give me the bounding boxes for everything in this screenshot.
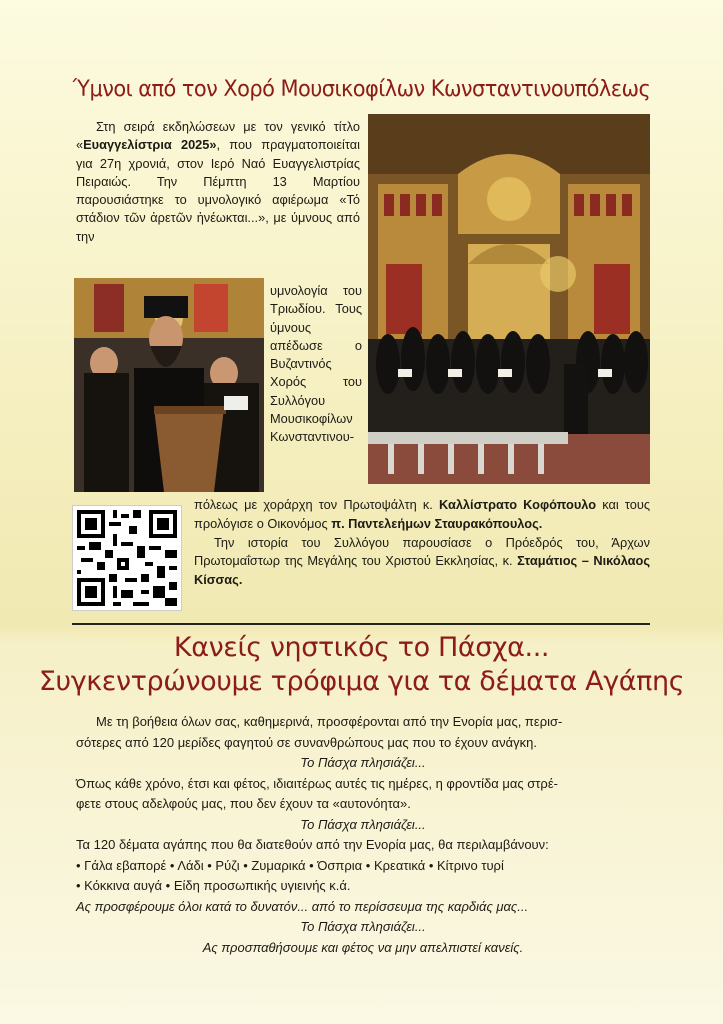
body-line: σότερες από 120 μερίδες φαγητού σε συνανθρώπους μας που το έχουν ανάγκη. — [76, 734, 537, 750]
church-interior-illustration — [368, 114, 650, 484]
article-paragraph-intro — [76, 118, 360, 246]
items-list-line: • Κόκκινα αυγά • Είδη προσωπικής υγιεινής κ.ά. — [76, 878, 351, 893]
history-paragraph — [194, 534, 650, 590]
priest-name: π. Παντελεήμων Σταυρακόπουλος. — [331, 515, 543, 531]
body-line: Τα 120 δέματα αγάπης που θα διατεθούν από την Ενορία μας, θα περιλαμβάνουν: — [76, 837, 549, 852]
article-title-easter: Κανείς νηστικός το Πάσχα... — [173, 632, 550, 663]
event-name: Ευαγγελίστρια 2025» — [83, 137, 217, 153]
refrain-line: Το Πάσχα πλησιάζει... — [300, 755, 426, 770]
refrain-line: Το Πάσχα πλησιάζει... — [300, 919, 426, 934]
article-body-food-drive — [76, 712, 650, 958]
refrain-line: Το Πάσχα πλησιάζει... — [300, 816, 426, 832]
article-credits — [194, 496, 650, 590]
section-divider — [72, 623, 650, 625]
qr-code-graphic — [73, 506, 181, 610]
article-paragraph-narrow-column: υμνολογία του Τριωδίου. Τους ύμνους απέδωσε ο Βυζαντινός Χορός του Συλλόγου Μουσικοφίλων Κωνσταντινου- — [270, 283, 362, 445]
closing-line: Ας προσπαθήσουμε και φέτος να μην απελπιστεί κανείς. — [202, 939, 524, 955]
credits-text-c: και τους προλόγισε ο Οικονόμος — [194, 497, 650, 531]
choir-director-photo — [74, 278, 264, 492]
choir-director-name: Καλλίστρατο Κοφόπουλο — [439, 497, 597, 512]
body-line: Όπως κάθε χρόνο, έτσι και φέτος, ιδιαιτέρως αυτές τις ημέρες, η φροντίδα μας στρέ- — [76, 775, 558, 791]
intro-text-a: Στη σειρά εκδηλώσεων με τον γενικό τίτλο « — [76, 119, 360, 153]
appeal-line: Ας προσφέρουμε όλοι κατά το δυνατόν... από το περίσσευμα της καρδιάς μας... — [76, 898, 529, 914]
choir-director-illustration — [74, 278, 264, 492]
items-list-line: • Γάλα εβαπορέ • Λάδι • Ρύζι • Ζυμαρικά • Όσπρια • Κρεατικά • Κίτρινο τυρί — [76, 857, 504, 873]
credits-paragraph — [194, 496, 650, 534]
body-line: φετε στους αδελφούς μας, που δεν έχουν τα «αυτονόητα». — [76, 796, 411, 811]
article-title-hymns: Ύμνοι από τον Χορό Μουσικοφίλων Κωνσταντινουπόλεως — [72, 76, 651, 102]
history-text: Την ιστορία του Συλλόγου παρουσίασε ο Πρόεδρός του, Άρχων Πρωτομαΐστωρ της Μεγάλης του Χριστού Εκκλησίας, κ. — [194, 534, 650, 569]
church-choir-photo — [368, 114, 650, 484]
president-name: Σταμάτιος – Νικόλαος Κίσσας. — [194, 553, 650, 588]
intro-text-c: , που πραγματοποιείται για 27η χρονιά, στον Ιερό Ναό Ευαγγελιστρίας Πειραιώς. Την Πέμπτη 13 Μαρτίου παρουσιάστηκε το υμνολογικό αφιέρωμα «Τό στάδιον τῶν ἀρετῶν ἠνέωκται...», με ύμνους από την — [76, 137, 361, 244]
credits-text-a: πόλεως με χοράρχη τον Πρωτοψάλτη κ. — [194, 497, 439, 512]
article-subtitle-food-parcels: Συγκεντρώνουμε τρόφιμα για τα δέματα Αγάπης — [38, 666, 685, 697]
body-line: Με τη βοήθεια όλων σας, καθημερινά, προσφέρονται από την Ενορία μας, περισ- — [96, 714, 563, 729]
qr-code[interactable] — [72, 505, 182, 611]
